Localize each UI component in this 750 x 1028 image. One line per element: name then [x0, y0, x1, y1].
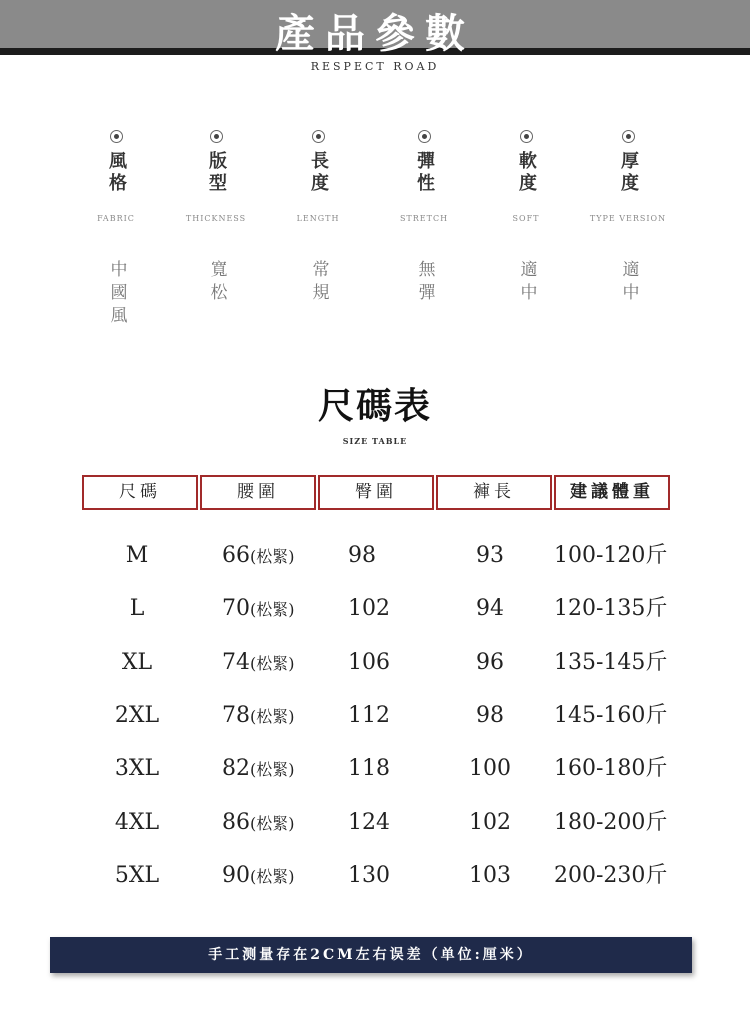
page-title: 產品參數: [275, 10, 475, 57]
param-value-text: 寬松: [206, 260, 227, 306]
param-softness: [476, 130, 576, 197]
param-value: [268, 260, 368, 310]
cell-waist: [222, 643, 332, 684]
header-size: 尺碼: [82, 475, 198, 510]
radio-dot-icon: [210, 130, 223, 143]
param-en-label: LENGTH: [296, 214, 340, 223]
cell-weight: 200-230斤: [554, 862, 668, 888]
param-value: [476, 260, 576, 310]
cell-hip: 124: [348, 809, 390, 835]
param-en-label: TYPE VERSION: [589, 214, 667, 223]
cell-length: 102: [469, 809, 511, 835]
size-table-subtitle: SIZE TABLE: [342, 436, 408, 446]
waist-note: (松緊): [250, 866, 295, 886]
cell-weight: 160-180斤: [554, 756, 668, 782]
waist-note: (松緊): [250, 760, 295, 780]
waist-note: (松緊): [250, 600, 295, 620]
cell-length: 100: [469, 756, 511, 782]
table-row: [0, 856, 750, 896]
param-label: 軟度: [516, 151, 537, 195]
cell-length: 103: [469, 862, 511, 888]
waist-value: 78: [222, 702, 250, 728]
cell-waist: [222, 536, 332, 577]
param-en-label: SOFT: [512, 214, 540, 223]
param-value: [66, 260, 166, 333]
param-label: 長度: [308, 151, 329, 195]
waist-value: 86: [222, 809, 250, 835]
cell-hip: 118: [348, 756, 390, 782]
cell-length: 93: [476, 543, 504, 568]
radio-dot-icon: [312, 130, 325, 143]
waist-value: 82: [222, 756, 250, 782]
table-row: [0, 643, 750, 683]
table-row: [0, 696, 750, 736]
param-value: [374, 260, 474, 310]
cell-size: 4XL: [114, 809, 160, 835]
waist-note: (松緊): [250, 653, 295, 673]
param-value-text: 常規: [308, 260, 329, 306]
param-fit: [166, 130, 266, 197]
param-value-text: 中國風: [106, 260, 127, 329]
page-subtitle: RESPECT ROAD: [310, 60, 440, 73]
cell-waist: [222, 856, 332, 897]
param-value-text: 適中: [516, 260, 537, 306]
param-label: 版型: [206, 151, 227, 195]
cell-hip: 130: [348, 862, 390, 888]
cell-length: 96: [476, 649, 504, 675]
header-waist: 腰圍: [200, 475, 316, 510]
param-length: [268, 130, 368, 197]
cell-size: 2XL: [114, 702, 160, 728]
cell-length: 98: [476, 702, 504, 728]
param-en-label: THICKNESS: [185, 214, 247, 223]
table-row: [0, 749, 750, 789]
waist-value: 90: [222, 862, 250, 888]
radio-dot-icon: [520, 130, 533, 143]
table-row: [0, 589, 750, 629]
param-value-text: 無彈: [414, 260, 435, 306]
table-row: [0, 803, 750, 843]
waist-value: 70: [222, 596, 250, 622]
waist-value: 74: [222, 649, 250, 675]
header-weight: 建議體重: [554, 475, 670, 510]
cell-waist: [222, 749, 332, 790]
cell-size: 3XL: [114, 756, 160, 782]
table-row: [0, 536, 750, 576]
size-table-title: 尺碼表: [317, 385, 432, 427]
cell-length: 94: [476, 596, 504, 622]
cell-hip: 102: [348, 596, 390, 622]
cell-size: 5XL: [114, 862, 160, 888]
param-value: [166, 260, 266, 310]
param-label: 厚度: [618, 151, 639, 195]
param-label: 彈性: [414, 151, 435, 195]
param-style: [66, 130, 166, 197]
cell-size: L: [129, 596, 145, 622]
cell-waist: [222, 589, 332, 630]
radio-dot-icon: [622, 130, 635, 143]
header-hip: 臀圍: [318, 475, 434, 510]
waist-note: (松緊): [250, 706, 295, 726]
cell-size: XL: [121, 649, 153, 675]
cell-size: M: [125, 543, 149, 568]
cell-hip: 98: [348, 543, 376, 568]
cell-hip: 106: [348, 649, 390, 675]
param-value: [578, 260, 678, 310]
param-en-label: FABRIC: [97, 214, 135, 223]
param-en-label: STRETCH: [399, 214, 449, 223]
radio-dot-icon: [418, 130, 431, 143]
waist-note: (松緊): [250, 547, 295, 566]
cell-waist: [222, 696, 332, 737]
cell-hip: 112: [348, 702, 390, 728]
param-label: 風格: [106, 151, 127, 195]
cell-weight: 180-200斤: [554, 809, 668, 835]
param-value-text: 適中: [618, 260, 639, 306]
cell-weight: 120-135斤: [554, 596, 668, 622]
cell-weight: 100-120斤: [554, 543, 668, 568]
cell-waist: [222, 803, 332, 844]
header-length: 褲長: [436, 475, 552, 510]
measurement-note: 手工测量存在2CM左右误差（单位:厘米）: [50, 937, 692, 973]
radio-dot-icon: [110, 130, 123, 143]
waist-note: (松緊): [250, 813, 295, 833]
cell-weight: 135-145斤: [554, 649, 668, 675]
param-stretch: [374, 130, 474, 197]
param-thickness: [578, 130, 678, 197]
waist-value: 66: [222, 543, 250, 568]
cell-weight: 145-160斤: [554, 702, 668, 728]
